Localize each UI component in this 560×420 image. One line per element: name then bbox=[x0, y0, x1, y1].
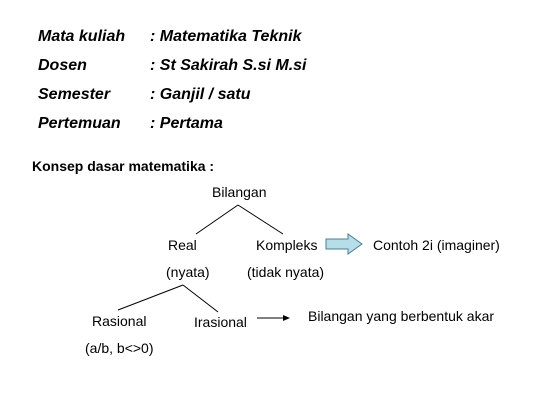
node-rasional: Rasional bbox=[92, 313, 147, 329]
node-bilangan: Bilangan bbox=[212, 184, 267, 200]
section-title: Konsep dasar matematika : bbox=[32, 158, 215, 174]
info-value-pertemuan: : Pertama bbox=[150, 115, 223, 132]
block-arrow-icon bbox=[326, 234, 362, 254]
node-kompleks-example: Contoh 2i (imaginer) bbox=[373, 237, 500, 253]
info-value-dosen: : St Sakirah S.si M.si bbox=[150, 57, 307, 74]
node-kompleks-note: (tidak nyata) bbox=[247, 264, 325, 280]
connector-bilangan-real bbox=[196, 205, 238, 234]
connector-bilangan-kompleks bbox=[238, 205, 283, 234]
node-irasional: Irasional bbox=[194, 314, 247, 330]
node-kompleks: Kompleks bbox=[256, 237, 318, 253]
info-label-mata-kuliah: Mata kuliah bbox=[38, 28, 126, 45]
connector-real-rasional bbox=[118, 285, 183, 310]
info-value-semester: : Ganjil / satu bbox=[150, 86, 251, 103]
info-label-semester: Semester bbox=[38, 86, 111, 103]
node-rasional-note: (a/b, b<>0) bbox=[85, 340, 154, 356]
line-arrow-head-icon bbox=[283, 315, 290, 321]
node-irasional-example: Bilangan yang berbentuk akar bbox=[308, 308, 495, 324]
info-label-pertemuan: Pertemuan bbox=[38, 115, 121, 132]
node-real-note: (nyata) bbox=[166, 264, 210, 280]
info-label-dosen: Dosen bbox=[38, 57, 87, 74]
node-real: Real bbox=[168, 237, 197, 253]
info-value-mata-kuliah: : Matematika Teknik bbox=[150, 28, 302, 45]
connector-real-irasional bbox=[183, 285, 218, 312]
